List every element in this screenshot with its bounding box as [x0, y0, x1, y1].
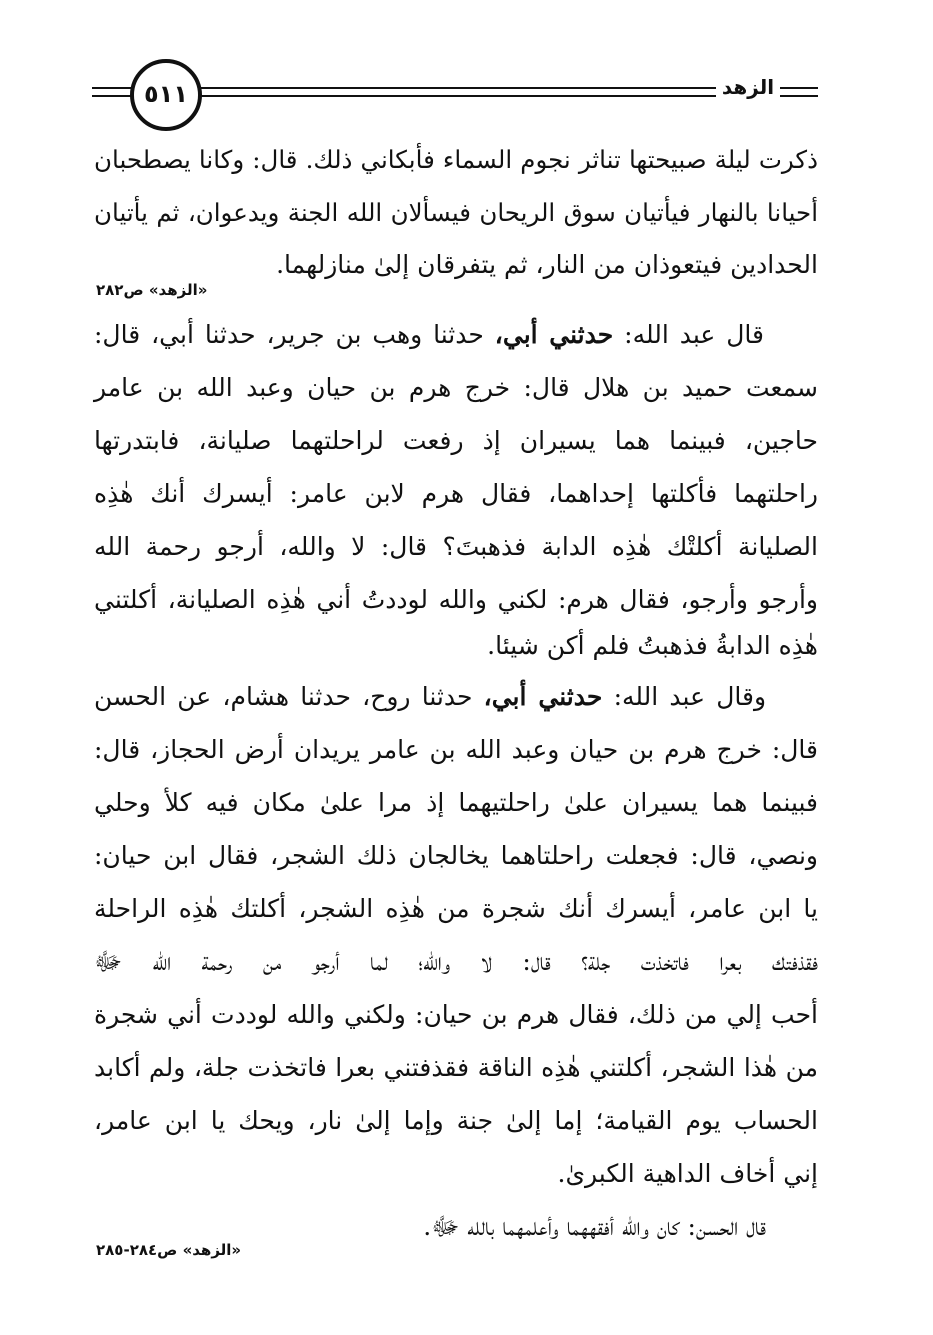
text-line-with-bold	[94, 320, 764, 350]
text-line: يا ابن عامر، أيسرك أنك شجرة من هٰذِه الشجر، أكلتك هٰذِه الراحلة	[94, 894, 818, 923]
text-line-with-bold	[94, 682, 766, 712]
header-rule-left-bottom	[92, 95, 134, 97]
text-run: قال عبد الله:	[624, 320, 764, 349]
text-line: هٰذِه الدابةُ فذهبتُ فلم أكن شيئا.	[487, 631, 818, 660]
text-line: ونصي، قال: فجعلت راحلتاهما يخالجان ذلك الشجر، فقال ابن حيان:	[94, 841, 818, 870]
text-line: الصليانة أكلتْك هٰذِه الدابة فذهبتَ؟ قال: لا والله، أرجو رحمة الله	[94, 532, 818, 561]
bold-narration: حدثني أبي،	[483, 682, 603, 711]
text-line: وأرجو وأرجو، فقال هرم: لكني والله لوددتُ أني هٰذِه الصليانة، أكلتني	[94, 585, 818, 614]
text-line: راحلتهما فأكلتها إحداهما، فقال هرم لابن عامر: أيسرك أنك هٰذِه	[94, 479, 818, 508]
text-line: قال: خرج هرم بن حيان وعبد الله بن عامر يريدان أرض الحجاز، قال:	[94, 735, 818, 764]
header-rule-left-top	[92, 87, 134, 89]
bold-narration: حدثني أبي،	[494, 320, 614, 349]
source-reference: «الزهد» ص٢٨٢	[96, 281, 208, 299]
text-line: إني أخاف الداهية الكبرىٰ.	[557, 1159, 818, 1188]
section-title: الزهد	[716, 74, 780, 100]
text-line: فقذفتك بعرا فاتخذت جلة؟ قال: لا والله؛ لما أرجو من رحمة الله ﷻ	[94, 947, 818, 976]
text-line: من هٰذا الشجر، أكلتني هٰذِه الناقة فقذفتني بعرا فاتخذت جلة، ولم أكابد	[94, 1053, 818, 1082]
text-line: أحب إلي من ذلك، فقال هرم بن حيان: ولكني والله لوددت أني شجرة	[94, 1000, 818, 1029]
paragraph-4: قال الحسن: كان والله أفقههما وأعلمهما بالله ﷻ.	[423, 1212, 766, 1241]
text-line: الحساب يوم القيامة؛ إما إلىٰ جنة وإما إلىٰ نار، ويحك يا ابن عامر،	[94, 1106, 818, 1135]
text-line: الحدادين فيتعوذان من النار، ثم يتفرقان إلىٰ منازلهما.	[276, 250, 818, 279]
text-line: ذكرت ليلة صبيحتها تناثر نجوم السماء فأبكاني ذلك. قال: وكانا يصطحبان	[94, 145, 818, 174]
text-line: فبينما هما يسيران علىٰ راحلتيهما إذ مرا علىٰ مكان فيه كلأ وحلي	[94, 788, 818, 817]
text-run: وقال عبد الله:	[613, 682, 767, 711]
text-line: حاجين، فبينما هما يسيران إذ رفعت لراحلتهما صليانة، فابتدرتها	[94, 426, 818, 455]
text-run: حدثنا روح، حدثنا هشام، عن الحسن	[94, 682, 473, 711]
text-run: حدثنا وهب بن جرير، حدثنا أبي، قال:	[94, 320, 484, 349]
source-reference: «الزهد» ص٢٨٤-٢٨٥	[96, 1241, 242, 1259]
text-line: سمعت حميد بن هلال قال: خرج هرم بن حيان وعبد الله بن عامر	[94, 373, 818, 402]
text-line: أحيانا بالنهار فيأتيان سوق الريحان فيسألان الله الجنة ويدعوان، ثم يأتيان	[94, 198, 818, 227]
page-number: ٥١١	[144, 80, 188, 108]
